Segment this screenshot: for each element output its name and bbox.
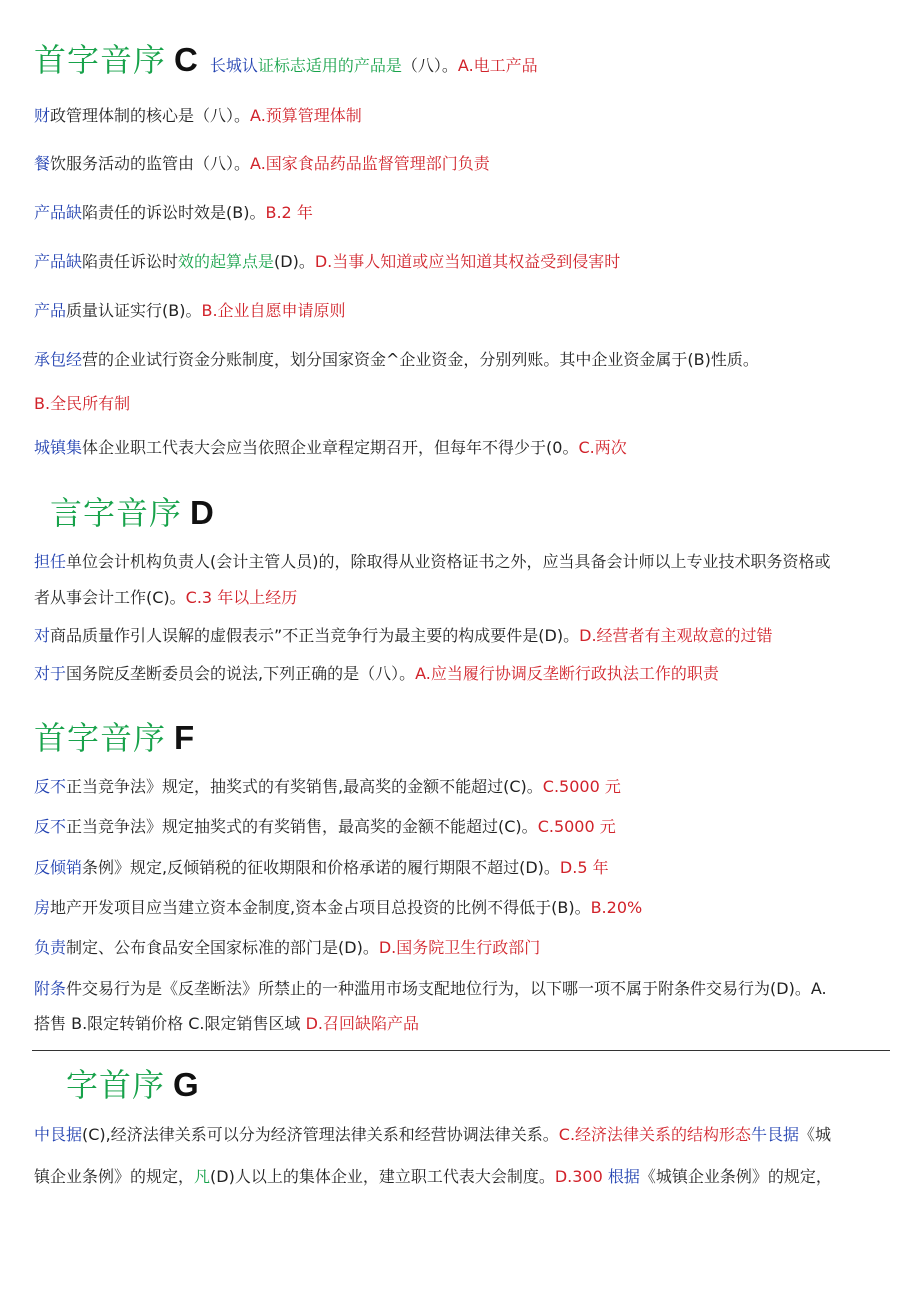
answer-text: C.经济法律关系的结构形态 xyxy=(558,1125,752,1144)
answer-text: C.5000 元 xyxy=(537,817,616,836)
question-item xyxy=(34,776,621,798)
question-item xyxy=(34,153,490,175)
question-lead: 餐 xyxy=(34,154,51,173)
question-item xyxy=(34,437,627,459)
question-lead: 房 xyxy=(34,898,51,917)
question-lead: 长城认 xyxy=(209,56,258,75)
answer-text: B.全民所有制 xyxy=(34,394,131,413)
section-letter: G xyxy=(173,1066,199,1103)
answer-text: A.预算管理体制 xyxy=(250,106,362,125)
question-text: 条例》规定,反倾销税的征收期限和价格承诺的履行期限不超过(D)。 xyxy=(82,858,560,877)
question-item xyxy=(34,857,609,879)
question-lead: 附条 xyxy=(34,979,67,998)
question-item xyxy=(34,816,616,838)
question-lead: 反不 xyxy=(34,777,67,796)
question-text: 政管理体制的核心是（八）。 xyxy=(50,106,251,125)
question-text: 营的企业试行资金分账制度，划分国家资金^企业资金，分别列账。其中企业资金属于(B)性质。 xyxy=(82,350,759,369)
question-lead: 牛艮据 xyxy=(751,1125,800,1144)
question-lead: 凡 xyxy=(194,1167,211,1186)
answer-text: A.应当履行协调反垄断行政执法工作的职责 xyxy=(415,664,719,683)
answer-text: C.3 年以上经历 xyxy=(185,588,298,607)
question-text: (C),经济法律关系可以分为经济管理法律关系和经营协调法律关系。 xyxy=(82,1125,559,1144)
question-lead: 对 xyxy=(34,626,51,645)
section-heading-f xyxy=(34,713,194,759)
question-text: 质量认证实行(B)。 xyxy=(66,301,202,320)
answer-text: D.召回缺陷产品 xyxy=(305,1014,420,1033)
question-item xyxy=(34,202,313,224)
question-lead: 担任 xyxy=(34,552,67,571)
question-text: 陷责任的诉讼时效是(B)。 xyxy=(82,203,266,222)
question-item-cont xyxy=(34,1013,419,1035)
question-text: 正当竞争法》规定，抽奖式的有奖销售,最高奖的金额不能超过(C)。 xyxy=(66,777,543,796)
question-lead: 产品缺 xyxy=(34,203,83,222)
question-text: （八）。 xyxy=(401,56,458,75)
question-item xyxy=(34,897,642,919)
section-heading-text: 言字音序 xyxy=(50,494,183,532)
section-heading-text: 首字音序 xyxy=(34,41,167,79)
question-item xyxy=(34,551,831,573)
question-text: 制定、公布食品安全国家标准的部门是(D)。 xyxy=(66,938,379,957)
section-heading-d xyxy=(50,488,214,534)
question-lead: 对于 xyxy=(34,664,67,683)
question-text: 体企业职工代表大会应当依照企业章程定期召开，但每年不得少于(0。 xyxy=(82,438,579,457)
answer-line xyxy=(34,393,130,415)
question-lead: 根据 xyxy=(602,1167,640,1186)
question-text: 单位会计机构负责人(会计主管人员)的，除取得从业资格证书之外，应当具备会计师以上专业技术职务资格或 xyxy=(66,552,831,571)
question-lead: 产品缺 xyxy=(34,252,83,271)
question-text: 《城 xyxy=(799,1125,832,1144)
question-item xyxy=(34,625,773,647)
answer-text: C.两次 xyxy=(578,438,627,457)
answer-text: B.2 年 xyxy=(265,203,313,222)
question-text: 搭售 B.限定转销价格 C.限定销售区域 xyxy=(34,1014,306,1033)
question-item xyxy=(210,53,538,76)
answer-text: C.5000 元 xyxy=(542,777,621,796)
section-letter: C xyxy=(174,41,198,78)
answer-text: B.20% xyxy=(590,898,643,917)
question-text: 正当竞争法》规定抽奖式的有奖销售，最高奖的金额不能超过(C)。 xyxy=(66,817,538,836)
question-item-cont xyxy=(34,587,297,609)
question-item xyxy=(34,1124,831,1146)
answer-text: D.5 年 xyxy=(559,858,609,877)
question-text: 商品质量作引人误解的虚假表示”不正当竞争行为最主要的构成要件是(D)。 xyxy=(50,626,580,645)
question-lead: 负责 xyxy=(34,938,67,957)
section-heading-c xyxy=(34,35,538,81)
question-item xyxy=(34,937,540,959)
question-item xyxy=(34,300,346,322)
question-lead: 城镇集 xyxy=(34,438,83,457)
answer-text: D.当事人知道或应当知道其权益受到侵害时 xyxy=(314,252,621,271)
question-text: 者从事会计工作(C)。 xyxy=(34,588,186,607)
question-lead: 产品 xyxy=(34,301,67,320)
question-lead: 反倾销 xyxy=(34,858,83,877)
question-text: 镇企业条例》的规定， xyxy=(34,1167,195,1186)
question-text: 证标志适用的产品是 xyxy=(257,56,402,75)
answer-text: B.企业自愿申请原则 xyxy=(201,301,346,320)
section-letter: F xyxy=(174,719,195,756)
answer-text: D.300 xyxy=(554,1167,603,1186)
question-lead: 反不 xyxy=(34,817,67,836)
question-text: 地产开发项目应当建立资本金制度,资本金占项目总投资的比例不得低于(B)。 xyxy=(50,898,591,917)
question-text: 件交易行为是《反垄断法》所禁止的一种滥用市场支配地位行为，以下哪一项不属于附条件交易行为(D)。A. xyxy=(66,979,827,998)
question-item xyxy=(34,251,620,273)
question-item xyxy=(34,978,827,1000)
answer-text: D.国务院卫生行政部门 xyxy=(378,938,541,957)
question-text: 效的起算点是 xyxy=(178,252,275,271)
section-letter: D xyxy=(190,494,214,531)
question-item xyxy=(34,349,759,371)
section-heading-text: 首字音序 xyxy=(34,719,167,757)
question-lead: 中艮据 xyxy=(34,1125,83,1144)
divider xyxy=(32,1050,890,1051)
question-text: 《城镇企业条例》的规定， xyxy=(639,1167,832,1186)
answer-text: D.经营者有主观故意的过错 xyxy=(579,626,773,645)
section-heading-text: 字首序 xyxy=(66,1066,166,1104)
question-lead: 财 xyxy=(34,106,51,125)
question-item xyxy=(34,1166,832,1188)
answer-text: A.电工产品 xyxy=(457,56,538,75)
question-text: (D)。 xyxy=(274,252,315,271)
question-text: 陷责任诉讼时 xyxy=(82,252,179,271)
question-text: 国务院反垄断委员会的说法,下列正确的是（八）。 xyxy=(66,664,416,683)
question-lead: 承包经 xyxy=(34,350,83,369)
section-heading-g xyxy=(66,1060,199,1106)
question-item xyxy=(34,105,362,127)
question-text: (D)人以上的集体企业，建立职工代表大会制度。 xyxy=(210,1167,555,1186)
answer-text: A.国家食品药品监督管理部门负责 xyxy=(250,154,490,173)
question-text: 饮服务活动的监管由（八）。 xyxy=(50,154,251,173)
question-item xyxy=(34,663,719,685)
